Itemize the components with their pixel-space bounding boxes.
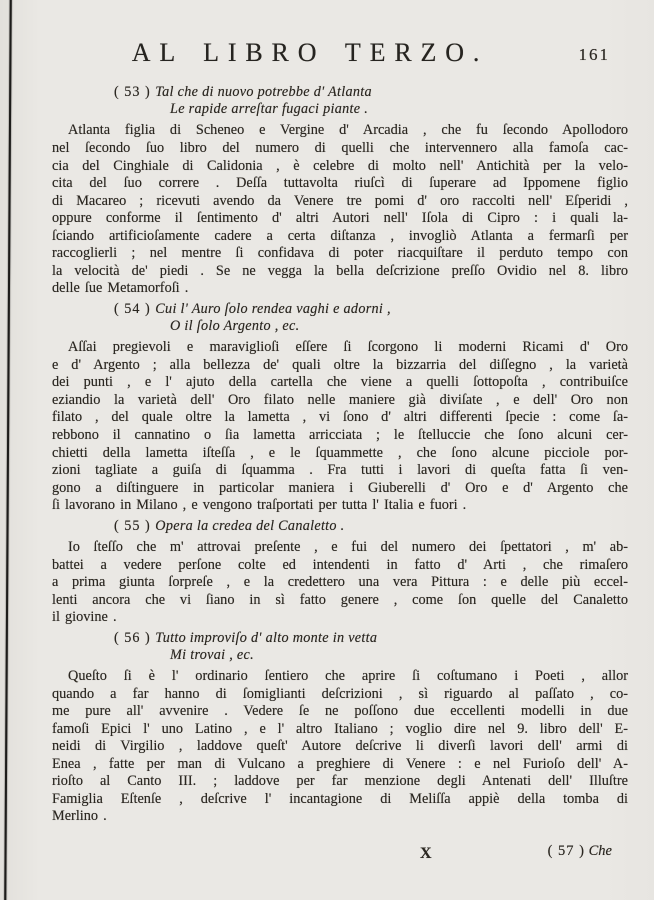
text-line: Aſſai pregievoli e maraviglioſi eſſere ſi ſcorgono li moderni Ricami d' Oro: [68, 339, 628, 356]
text-line: Atlanta figlia di Scheneo e Vergine d' Arcadia , che fu ſecondo Apollodoro: [68, 122, 628, 139]
page-footer: [52, 843, 628, 865]
text-line: nel ſecondo ſuo libro del numero di quelli che intervennero alla famoſa cac-: [52, 139, 628, 156]
footnote-verse: Opera la credea del Canaletto .: [155, 517, 345, 534]
footnote-verse: Le rapide arreſtar fugaci piante .: [170, 101, 369, 118]
footnote-verse: Mi trovai , ec.: [170, 646, 254, 663]
paragraph: [52, 339, 628, 514]
text-line: neidi di Virgilio , laddove queſt' Autore deſcrive li diverſi lavori dell' armi di: [52, 738, 628, 755]
text-line: Io ſteſſo che m' attrovai preſente , e fui del numero dei ſpettatori , m' ab-: [68, 538, 628, 555]
text-line: ſciando artificioſamente cadere a certa diſtanza , invogliò Atlanta a fermarſi per: [52, 227, 628, 244]
text-line: battei a vedere perſone colte ed intendenti in fatto d' Arti , che rimaſero: [52, 556, 628, 573]
text-line: e d' Argento ; alla bellezza de' quali oltre la bizzarria del diſſegno , la varietà: [52, 356, 628, 373]
signature-mark: X: [420, 845, 432, 863]
text-line: la velocità de' piedi . Se ne vegga la bella deſcrizione preſſo Ovidio nel 8. libro: [52, 262, 628, 279]
text-line: eziandio la varietà dell' Oro filato nelle maniere già diviſate , e dell' Oro non: [52, 391, 628, 408]
footnote-block: [52, 630, 628, 664]
text-line: a prima giunta ſorpreſe , e la credettero una vera Pittura : e delle più eccel-: [52, 574, 628, 591]
catchword-word: Che: [588, 843, 612, 860]
footnote-line: [114, 630, 628, 647]
footnote-verse: O il ſolo Argento , ec.: [170, 318, 300, 335]
text-line: famoſi Epici l' uno Latino , e l' altro Italiano ; voglio dire nel 9. libro dell' E-: [52, 720, 628, 737]
text-line: Queſto ſi è l' ordinario ſentiero che aprire ſi coſtumano i Poeti , allor: [68, 668, 628, 685]
text-line: lenti ancora che vi ſiano in sì fatto genere , come ſon quelle del Canaletto: [52, 591, 628, 608]
text-line: filato , del quale oltre la lametta , vi ſono d' altri differenti ſpecie : come ſa-: [52, 409, 628, 426]
footnote-block: [52, 301, 628, 335]
text-line: quando a far hanno di ſomiglianti deſcrizioni , sì riguardo al paſſato , co-: [52, 685, 628, 702]
text-line: raccoglierli ; nel mentre ſi confidava di poter riacquiſtare il perduto tempo con: [52, 245, 628, 262]
footnote-line: [114, 84, 628, 101]
footnote-verse: Tutto improviſo d' alto monte in vetta: [155, 629, 378, 646]
footnote-number: ( 55 ): [114, 517, 156, 534]
text-line: Merlino .: [52, 808, 107, 825]
text-line: il giovine .: [52, 609, 117, 626]
paragraph: [52, 122, 628, 297]
page-header: [52, 38, 628, 76]
text-line: delle ſue Metamorfoſi .: [52, 280, 189, 297]
footnote-block: [52, 84, 628, 118]
footnote-number: ( 54 ): [114, 300, 156, 317]
text-line: gono a diſtinguere in particolar maniera i Giuberelli d' Oro e d' Argento che: [52, 479, 628, 496]
footnote-verse: Tal che di nuovo potrebbe d' Atlanta: [155, 84, 372, 100]
text-line: chietti della lametta iſteſſa , e le ſquammette , che ſono alcune picciole por-: [52, 444, 628, 461]
text-line: Famiglia Eſtenſe , deſcrive l' incantagione di Meliſſa appiè della tomba di: [52, 790, 628, 807]
footnote-line: [114, 301, 628, 318]
text-line: di Macareo ; ricevuti avendo da Venere tre pomi d' oro raccolti nell' Eſperidi ,: [52, 192, 628, 209]
text-line: cita del ſuo correre . Deſſa tuttavolta riuſcì di ſuperare ad Ippomene figlio: [52, 175, 628, 192]
text-line: rebbono il cannatino o ſia lametta arricciata ; le ſtelluccie che ſono alcuni cer-: [52, 427, 628, 444]
text-line: cia del Cinghiale di Calidonia , è celebre di molto nell' Antichità per la velo-: [52, 157, 628, 174]
page-number: 161: [578, 45, 610, 64]
footnote-line: [114, 518, 628, 535]
text-line: ſi lavorano in Milano , e vengono traſportati per tutta l' Italia e fuori .: [52, 497, 467, 514]
text-line: rioſto al Canto III. ; laddove per far menzione degli Antenati dell' Illuſtre: [52, 773, 628, 790]
running-title: AL LIBRO TERZO.: [131, 38, 489, 67]
catchword-note-number: ( 57 ): [547, 843, 586, 860]
catchword: [548, 843, 612, 860]
text-line: Enea , fatte per man di Vulcano a preghiere di Venere : e nel Furioſo dell' A-: [52, 755, 628, 772]
text-line: me pure all' avvenire . Vedere ſe ne poſſono due eccellenti modelli in due: [52, 703, 628, 720]
paragraph: [52, 668, 628, 826]
footnote-verse: Cui l' Auro ſolo rendea vaghi e adorni ,: [155, 300, 391, 317]
footnote-number: ( 56 ): [114, 629, 156, 646]
footnote-number: ( 53 ): [114, 84, 156, 100]
text-line: zioni tagliate a guiſa di ſquamma . Fra tutti i lavori di queſta fatta ſi ven-: [52, 462, 628, 479]
text-line: dei punti , e l' ajuto della cartella che viene a quelli ſottopoſta , contribuiſce: [52, 374, 628, 391]
footnote-block: [52, 518, 628, 535]
page-content: [52, 84, 628, 826]
paragraph: [52, 539, 628, 627]
text-line: oppure conforme il ſentimento d' altri Autori nell' Iſola di Cipro : i quali la-: [52, 210, 628, 227]
